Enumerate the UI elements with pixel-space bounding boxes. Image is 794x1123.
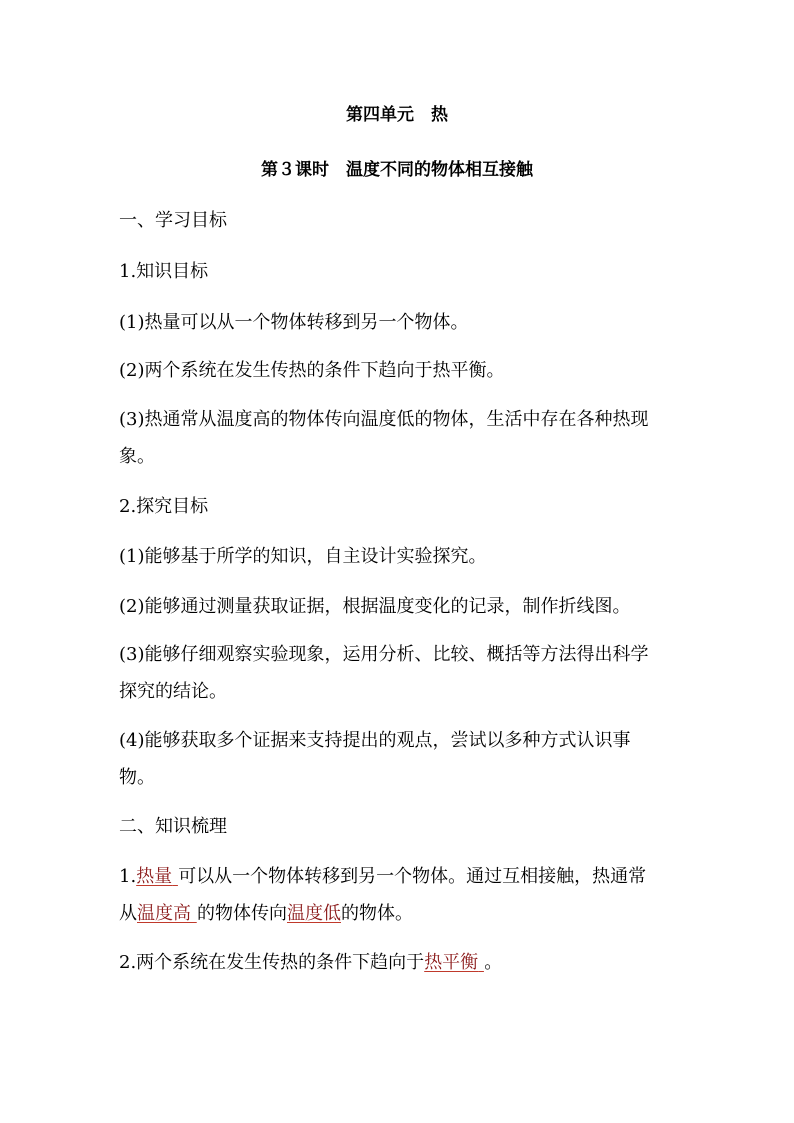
lesson-title: 第３课时 温度不同的物体相互接触 <box>261 160 533 180</box>
inquiry-goals-heading: 2.探究目标 <box>119 496 209 517</box>
inquiry-goal-3-line2: 探究的结论。 <box>119 681 227 702</box>
unit-title: 第四单元 热 <box>346 105 448 125</box>
inquiry-goal-1: (1)能够基于所学的知识，自主设计实验探究。 <box>119 546 487 567</box>
review-1-middle2: 的物体传向 <box>197 903 287 924</box>
review-2-end: 。 <box>484 952 503 973</box>
section-heading-goals: 一、学习目标 <box>119 210 227 231</box>
section-heading-review: 二、知识梳理 <box>119 816 227 837</box>
knowledge-goal-3-line1: (3)热通常从温度高的物体传向温度低的物体，生活中存在各种热现 <box>119 409 649 430</box>
review-1-prefix: 1. <box>119 866 137 887</box>
review-item-1-line1 <box>119 862 646 888</box>
review-1-from: 从 <box>119 903 137 924</box>
inquiry-goal-4-line2: 物。 <box>119 767 155 788</box>
answer-blank-high-temp: 温度高 <box>137 903 191 924</box>
knowledge-goal-1: (1)热量可以从一个物体转移到另一个物体。 <box>119 312 469 333</box>
answer-blank-heat: 热量 <box>136 866 173 887</box>
knowledge-goal-2: (2)两个系统在发生传热的条件下趋向于热平衡。 <box>119 360 505 381</box>
answer-blank-thermal-equilibrium: 热平衡 <box>424 952 479 973</box>
review-item-1-line2 <box>119 899 413 925</box>
inquiry-goal-3-line1: (3)能够仔细观察实验现象，运用分析、比较、概括等方法得出科学 <box>119 644 649 665</box>
inquiry-goal-2: (2)能够通过测量获取证据，根据温度变化的记录，制作折线图。 <box>119 596 631 617</box>
review-item-2 <box>119 948 502 974</box>
review-2-prefix: 2.两个系统在发生传热的条件下趋向于 <box>119 952 425 973</box>
answer-blank-low-temp: 温度低 <box>287 903 341 924</box>
review-1-middle: 可以从一个物体转移到另一个物体。通过互相接触，热通常 <box>178 866 647 887</box>
knowledge-goal-3-line2: 象。 <box>119 446 155 467</box>
review-1-end: 的物体。 <box>341 903 413 924</box>
knowledge-goals-heading: 1.知识目标 <box>119 261 209 282</box>
inquiry-goal-4-line1: (4)能够获取多个证据来支持提出的观点，尝试以多种方式认识事 <box>119 730 631 751</box>
